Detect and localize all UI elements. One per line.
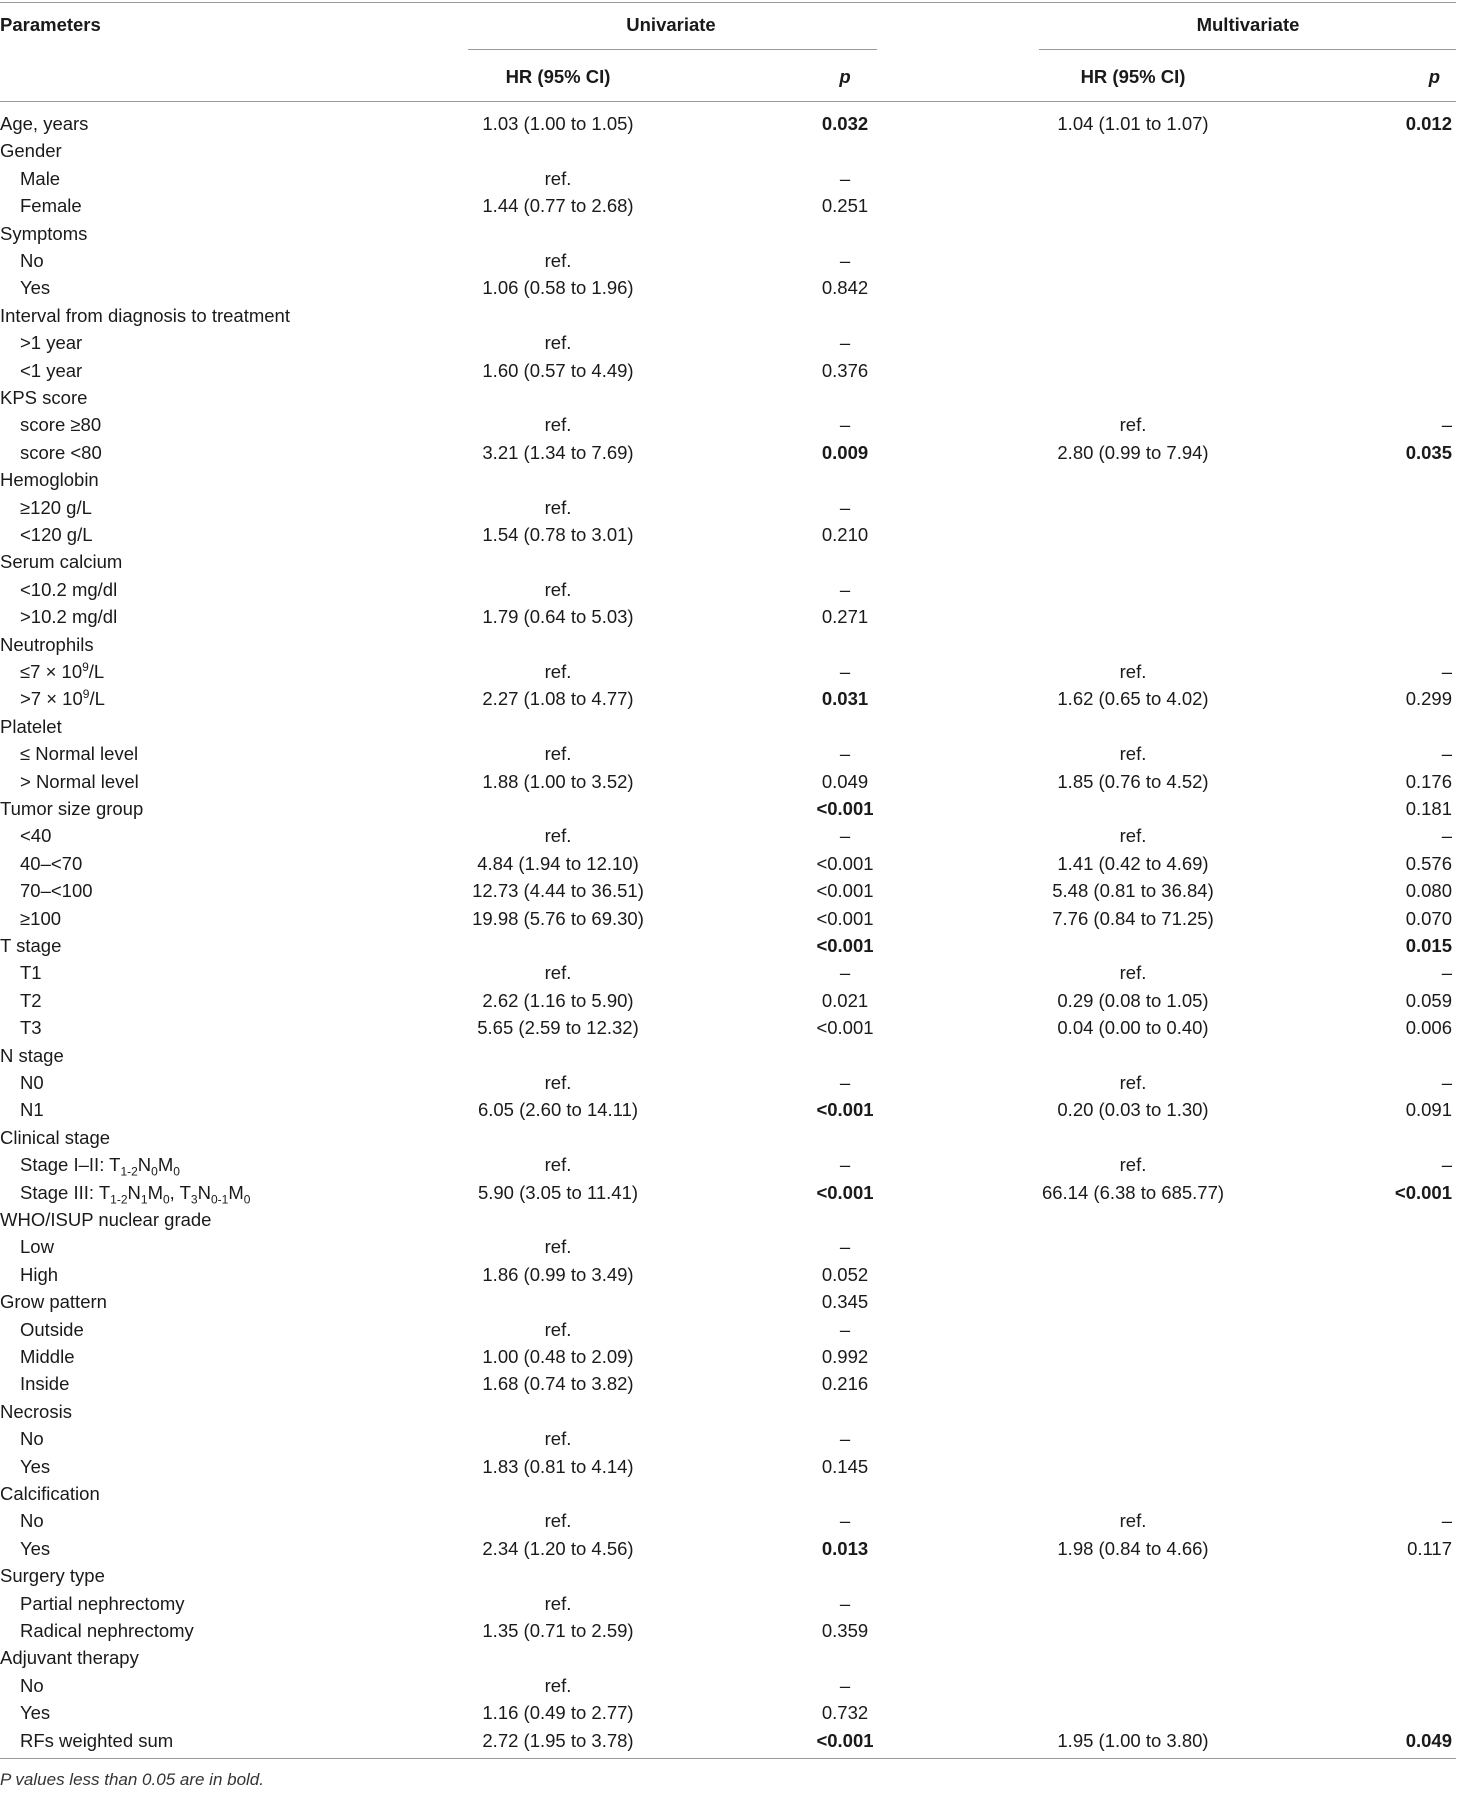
- univariate-hr-cell: 3.21 (1.34 to 7.69): [482, 441, 634, 463]
- univariate-hr-cell: 1.16 (0.49 to 2.77): [482, 1702, 634, 1724]
- multivariate-hr-cell: 1.85 (0.76 to 4.52): [1057, 770, 1209, 792]
- header-multivariate-p: p: [1428, 66, 1440, 87]
- parameter-cell: Middle: [20, 1346, 75, 1367]
- univariate-hr-cell: ref.: [544, 250, 572, 271]
- table-row: [0, 1179, 1456, 1206]
- univariate-p-cell: –: [839, 332, 851, 354]
- table-row: [0, 1507, 1456, 1534]
- parameter-cell: No: [20, 1674, 44, 1696]
- top-rule: [0, 2, 1456, 3]
- univariate-p-cell: 0.376: [821, 359, 869, 381]
- univariate-hr-cell: ref.: [544, 1236, 572, 1258]
- multivariate-hr-cell: ref.: [1119, 414, 1147, 436]
- table-row: [0, 329, 1456, 356]
- multivariate-hr-cell: 1.62 (0.65 to 4.02): [1057, 688, 1209, 710]
- univariate-hr-cell: ref.: [544, 167, 572, 189]
- table-row: [0, 1151, 1456, 1178]
- table-row: [0, 1124, 1456, 1151]
- multivariate-hr-cell: 0.04 (0.00 to 0.40): [1057, 1017, 1209, 1039]
- table-row: [0, 1644, 1456, 1671]
- multivariate-p-cell: –: [1441, 1072, 1452, 1093]
- univariate-hr-cell: 1.83 (0.81 to 4.14): [482, 1455, 634, 1477]
- univariate-hr-cell: ref.: [544, 962, 572, 984]
- multivariate-hr-cell: ref.: [1119, 661, 1147, 682]
- univariate-p-cell: <0.001: [816, 852, 874, 874]
- parameter-cell: RFs weighted sum: [20, 1729, 174, 1751]
- univariate-hr-cell: 1.86 (0.99 to 3.49): [482, 1263, 634, 1285]
- table-row: [0, 1425, 1456, 1452]
- parameter-cell: N1: [20, 1099, 44, 1121]
- parameter-cell: <120 g/L: [20, 524, 93, 545]
- parameter-cell: No: [20, 1428, 44, 1450]
- multivariate-hr-cell: ref.: [1119, 743, 1147, 765]
- parameter-cell: Serum calcium: [0, 551, 123, 573]
- univariate-hr-cell: ref.: [544, 1510, 572, 1532]
- univariate-hr-cell: 1.44 (0.77 to 2.68): [482, 195, 634, 217]
- univariate-hr-cell: 5.65 (2.59 to 12.32): [477, 1017, 639, 1039]
- univariate-p-cell: <0.001: [816, 1729, 874, 1751]
- parameter-cell: T1: [20, 962, 42, 984]
- univariate-p-cell: <0.001: [816, 1099, 874, 1121]
- table-row: [0, 274, 1456, 301]
- table-row: [0, 137, 1456, 164]
- multivariate-hr-cell: 2.80 (0.99 to 7.94): [1057, 441, 1209, 463]
- univariate-hr-cell: 1.88 (1.00 to 3.52): [482, 770, 634, 792]
- parameter-cell: 40–<70: [20, 852, 83, 874]
- table-row: [0, 220, 1456, 247]
- table-row: [0, 302, 1456, 329]
- parameter-cell: Gender: [0, 140, 62, 162]
- univariate-hr-cell: 12.73 (4.44 to 36.51): [472, 880, 644, 902]
- univariate-p-cell: 0.732: [821, 1702, 869, 1724]
- parameter-cell: N0: [20, 1072, 44, 1093]
- univariate-hr-cell: 2.34 (1.20 to 4.56): [482, 1537, 634, 1559]
- univariate-p-cell: –: [839, 1154, 851, 1176]
- table-row: [0, 1453, 1456, 1480]
- table-row: [0, 247, 1456, 274]
- univariate-hr-cell: ref.: [544, 496, 572, 518]
- univariate-hr-cell: 1.60 (0.57 to 4.49): [482, 359, 634, 381]
- univariate-p-cell: –: [839, 1510, 851, 1532]
- parameter-cell: Yes: [20, 1702, 51, 1724]
- table-row: [0, 740, 1456, 767]
- parameter-cell: <40: [20, 825, 52, 847]
- multivariate-hr-cell: ref.: [1119, 1072, 1147, 1093]
- multivariate-hr-cell: 1.98 (0.84 to 4.66): [1057, 1537, 1209, 1559]
- table-row: [0, 466, 1456, 493]
- univariate-p-cell: –: [839, 962, 851, 984]
- table-row: [0, 1261, 1456, 1288]
- table-row: [0, 521, 1456, 548]
- table-row: [0, 1535, 1456, 1562]
- table-row: [0, 1727, 1456, 1754]
- table-row: [0, 658, 1456, 685]
- univariate-hr-cell: ref.: [544, 661, 572, 682]
- header-parameters: Parameters: [0, 14, 101, 35]
- table-row: [0, 850, 1456, 877]
- multivariate-p-cell: 0.176: [1405, 770, 1452, 792]
- univariate-hr-cell: ref.: [544, 743, 572, 765]
- univariate-hr-cell: 6.05 (2.60 to 14.11): [477, 1099, 639, 1121]
- univariate-hr-cell: ref.: [544, 1072, 572, 1093]
- univariate-p-cell: –: [839, 1318, 851, 1340]
- univariate-p-cell: 0.345: [821, 1291, 869, 1313]
- univariate-hr-cell: 1.00 (0.48 to 2.09): [482, 1346, 634, 1367]
- parameter-cell: Interval from diagnosis to treatment: [0, 304, 290, 326]
- table-row: [0, 1014, 1456, 1041]
- parameter-cell: Partial nephrectomy: [20, 1592, 185, 1614]
- parameter-cell: Grow pattern: [0, 1291, 107, 1313]
- parameter-cell: Clinical stage: [0, 1126, 111, 1148]
- header-multivariate-hr: HR (95% CI): [1080, 66, 1186, 87]
- univariate-p-cell: 0.359: [821, 1620, 869, 1641]
- univariate-p-cell: 0.009: [821, 441, 869, 463]
- multivariate-hr-cell: 0.29 (0.08 to 1.05): [1057, 989, 1209, 1011]
- multivariate-p-cell: 0.006: [1405, 1017, 1452, 1039]
- univariate-p-cell: 0.251: [821, 195, 869, 217]
- univariate-p-cell: 0.216: [821, 1373, 869, 1395]
- univariate-p-cell: –: [839, 1592, 851, 1614]
- table-row: [0, 1480, 1456, 1507]
- multivariate-hr-cell: 1.95 (1.00 to 3.80): [1057, 1729, 1209, 1751]
- table-row: [0, 439, 1456, 466]
- parameter-cell: Platelet: [0, 715, 62, 737]
- multivariate-p-cell: 0.299: [1405, 688, 1452, 710]
- univariate-p-cell: 0.210: [821, 524, 869, 545]
- parameter-cell: Radical nephrectomy: [20, 1620, 194, 1641]
- univariate-hr-cell: ref.: [544, 825, 572, 847]
- univariate-p-cell: <0.001: [816, 798, 874, 819]
- parameter-cell: ≤ Normal level: [20, 743, 139, 765]
- univariate-p-cell: –: [839, 578, 851, 600]
- table-row: [0, 1069, 1456, 1096]
- multivariate-hr-cell: ref.: [1119, 1510, 1147, 1532]
- univariate-hr-cell: ref.: [544, 1318, 572, 1340]
- multivariate-hr-cell: 1.04 (1.01 to 1.07): [1057, 113, 1209, 134]
- table-row: [0, 1343, 1456, 1370]
- univariate-p-cell: <0.001: [816, 907, 874, 929]
- header-univariate: Univariate: [626, 14, 716, 35]
- table-row: [0, 1206, 1456, 1233]
- table-row: [0, 411, 1456, 438]
- table-row: [0, 795, 1456, 822]
- table-row: [0, 1562, 1456, 1589]
- table-row: [0, 1617, 1456, 1644]
- parameter-cell: score <80: [20, 441, 102, 463]
- univariate-hr-cell: 1.68 (0.74 to 3.82): [482, 1373, 634, 1395]
- multivariate-p-cell: 0.035: [1405, 441, 1452, 463]
- parameter-cell: Stage I–II: $T_{1-2}N_0M_0$: [20, 1154, 180, 1179]
- table-row: [0, 1316, 1456, 1343]
- multivariate-p-cell: –: [1441, 962, 1452, 984]
- parameter-cell: N stage: [0, 1044, 64, 1066]
- parameter-cell: High: [20, 1263, 59, 1285]
- table-row: [0, 1590, 1456, 1617]
- parameter-cell: Necrosis: [0, 1400, 72, 1422]
- univariate-p-cell: 0.031: [821, 688, 869, 710]
- parameter-cell: KPS score: [0, 387, 88, 408]
- parameter-cell: ≥120 g/L: [20, 496, 92, 518]
- multivariate-p-cell: –: [1441, 661, 1452, 682]
- parameter-cell: >1 year: [20, 332, 83, 354]
- univariate-p-cell: –: [839, 496, 851, 518]
- parameter-cell: $\le 7 \times 10^9/L$: [20, 659, 105, 682]
- parameter-cell: Hemoglobin: [0, 469, 99, 491]
- multivariate-hr-cell: 5.48 (0.81 to 36.84): [1052, 880, 1214, 902]
- header-univariate-p: p: [839, 66, 851, 87]
- univariate-hr-cell: ref.: [544, 1154, 572, 1176]
- parameter-cell: Adjuvant therapy: [0, 1647, 139, 1669]
- parameter-cell: score ≥80: [20, 414, 102, 436]
- univariate-p-cell: <0.001: [816, 935, 874, 956]
- bottom-rule: [0, 1758, 1456, 1759]
- multivariate-p-cell: 0.070: [1405, 907, 1452, 929]
- header-bottom-rule: [0, 101, 1456, 102]
- univariate-hr-cell: 1.35 (0.71 to 2.59): [482, 1620, 634, 1641]
- multivariate-p-cell: –: [1441, 1154, 1452, 1176]
- univariate-p-cell: –: [839, 661, 851, 682]
- table-row: [0, 1370, 1456, 1397]
- parameter-cell: T stage: [0, 935, 62, 956]
- multivariate-hr-cell: ref.: [1119, 962, 1147, 984]
- table-row: [0, 110, 1456, 137]
- univariate-hr-cell: 5.90 (3.05 to 11.41): [477, 1181, 639, 1203]
- table-row: [0, 1398, 1456, 1425]
- multivariate-underline: [1039, 49, 1456, 50]
- univariate-hr-cell: 1.06 (0.58 to 1.96): [482, 277, 634, 299]
- table-row: [0, 494, 1456, 521]
- parameter-cell: Calcification: [0, 1483, 100, 1504]
- multivariate-p-cell: 0.576: [1405, 852, 1452, 874]
- parameter-cell: Low: [20, 1236, 54, 1258]
- univariate-hr-cell: ref.: [544, 1674, 572, 1696]
- univariate-p-cell: –: [839, 1674, 851, 1696]
- table-row: [0, 1042, 1456, 1069]
- table-row: [0, 1233, 1456, 1260]
- table-row: [0, 603, 1456, 630]
- parameter-cell: Symptoms: [0, 222, 88, 244]
- multivariate-p-cell: –: [1441, 743, 1452, 765]
- multivariate-p-cell: 0.012: [1405, 113, 1452, 134]
- univariate-hr-cell: ref.: [544, 414, 572, 436]
- parameter-cell: WHO/ISUP nuclear grade: [0, 1209, 212, 1230]
- univariate-p-cell: –: [839, 1428, 851, 1450]
- table-row: [0, 685, 1456, 712]
- parameter-cell: Tumor size group: [0, 798, 144, 819]
- univariate-hr-cell: 4.84 (1.94 to 12.10): [477, 852, 639, 874]
- multivariate-p-cell: –: [1441, 1510, 1452, 1532]
- multivariate-hr-cell: 0.20 (0.03 to 1.30): [1057, 1099, 1209, 1121]
- univariate-p-cell: 0.013: [821, 1537, 869, 1559]
- univariate-p-cell: <0.001: [816, 880, 874, 902]
- univariate-hr-cell: ref.: [544, 1428, 572, 1450]
- univariate-hr-cell: 2.62 (1.16 to 5.90): [482, 989, 634, 1011]
- univariate-p-cell: –: [839, 1236, 851, 1258]
- table-row: [0, 192, 1456, 219]
- table-row: [0, 357, 1456, 384]
- multivariate-hr-cell: ref.: [1119, 1154, 1147, 1176]
- univariate-p-cell: –: [839, 414, 851, 436]
- multivariate-p-cell: –: [1441, 414, 1452, 436]
- parameter-cell: Yes: [20, 277, 51, 299]
- univariate-hr-cell: 1.54 (0.78 to 3.01): [482, 524, 634, 545]
- univariate-p-cell: 0.021: [821, 989, 869, 1011]
- univariate-p-cell: 0.032: [821, 113, 869, 134]
- table-row: [0, 1699, 1456, 1726]
- univariate-p-cell: –: [839, 825, 851, 847]
- table-row: [0, 631, 1456, 658]
- univariate-hr-cell: ref.: [544, 1592, 572, 1614]
- parameter-cell: T2: [20, 989, 42, 1011]
- univariate-p-cell: –: [839, 250, 851, 271]
- parameter-cell: No: [20, 1510, 44, 1532]
- univariate-hr-cell: 19.98 (5.76 to 69.30): [472, 907, 644, 929]
- multivariate-hr-cell: 7.76 (0.84 to 71.25): [1052, 907, 1214, 929]
- parameter-cell: Yes: [20, 1455, 51, 1477]
- table-row: [0, 548, 1456, 575]
- univariate-p-cell: <0.001: [816, 1181, 874, 1203]
- univariate-hr-cell: ref.: [544, 332, 572, 354]
- parameter-cell: >10.2 mg/dl: [20, 606, 118, 628]
- parameter-cell: Surgery type: [0, 1565, 105, 1587]
- header-multivariate: Multivariate: [1196, 14, 1300, 35]
- univariate-p-cell: 0.145: [821, 1455, 869, 1477]
- table-footnote: P values less than 0.05 are in bold.: [0, 1770, 264, 1789]
- parameter-cell: <1 year: [20, 359, 83, 381]
- parameter-cell: ≥100: [20, 907, 62, 929]
- parameter-cell: $>7 \times 10^9/L$: [20, 687, 105, 710]
- univariate-p-cell: 0.052: [821, 1263, 869, 1285]
- multivariate-p-cell: –: [1441, 825, 1452, 847]
- table-row: [0, 1288, 1456, 1315]
- multivariate-hr-cell: ref.: [1119, 825, 1147, 847]
- multivariate-hr-cell: 1.41 (0.42 to 4.69): [1057, 852, 1209, 874]
- univariate-hr-cell: 1.03 (1.00 to 1.05): [482, 113, 634, 134]
- table-row: [0, 1672, 1456, 1699]
- parameter-cell: <10.2 mg/dl: [20, 578, 118, 600]
- parameter-cell: Stage III: $T_{1-2}N_1M_0$, $T_3N_{0-1}M_0$: [20, 1181, 251, 1207]
- univariate-p-cell: 0.271: [821, 606, 869, 628]
- parameter-cell: Male: [20, 167, 61, 189]
- multivariate-p-cell: 0.080: [1405, 880, 1452, 902]
- table-row: [0, 384, 1456, 411]
- univariate-hr-cell: ref.: [544, 578, 572, 600]
- header-univariate-hr: HR (95% CI): [505, 66, 611, 87]
- univariate-p-cell: –: [839, 743, 851, 765]
- parameter-cell: Neutrophils: [0, 633, 94, 655]
- parameter-cell: 70–<100: [20, 880, 93, 902]
- multivariate-hr-cell: 66.14 (6.38 to 685.77): [1041, 1181, 1225, 1203]
- univariate-p-cell: 0.842: [821, 277, 869, 299]
- table-row: [0, 905, 1456, 932]
- univariate-hr-cell: 1.79 (0.64 to 5.03): [482, 606, 634, 628]
- univariate-p-cell: 0.992: [821, 1346, 869, 1367]
- univariate-p-cell: –: [839, 1072, 851, 1093]
- univariate-p-cell: <0.001: [816, 1017, 874, 1039]
- univariate-underline: [468, 49, 877, 50]
- table-row: [0, 768, 1456, 795]
- table-row: [0, 576, 1456, 603]
- multivariate-p-cell: 0.091: [1405, 1099, 1452, 1121]
- table-row: [0, 987, 1456, 1014]
- table-row: [0, 822, 1456, 849]
- multivariate-p-cell: 0.117: [1407, 1537, 1452, 1559]
- univariate-hr-cell: 2.72 (1.95 to 3.78): [482, 1729, 634, 1751]
- parameter-cell: Female: [20, 195, 82, 217]
- parameter-cell: Outside: [20, 1318, 84, 1340]
- multivariate-p-cell: 0.015: [1405, 935, 1452, 956]
- parameter-cell: Age, years: [0, 113, 89, 134]
- multivariate-p-cell: 0.049: [1405, 1729, 1452, 1751]
- table-row: [0, 713, 1456, 740]
- table-row: [0, 1096, 1456, 1123]
- multivariate-p-cell: <0.001: [1394, 1181, 1452, 1203]
- parameter-cell: No: [20, 250, 44, 271]
- multivariate-p-cell: 0.181: [1405, 798, 1452, 819]
- univariate-p-cell: –: [839, 167, 851, 189]
- table-row: [0, 932, 1456, 959]
- parameter-cell: T3: [20, 1017, 42, 1039]
- univariate-hr-cell: 2.27 (1.08 to 4.77): [482, 688, 634, 710]
- table-row: [0, 959, 1456, 986]
- table-row: [0, 165, 1456, 192]
- parameter-cell: Yes: [20, 1537, 51, 1559]
- table-row: [0, 877, 1456, 904]
- univariate-p-cell: 0.049: [821, 770, 869, 792]
- parameter-cell: Inside: [20, 1373, 70, 1395]
- multivariate-p-cell: 0.059: [1405, 989, 1452, 1011]
- parameter-cell: > Normal level: [20, 770, 139, 792]
